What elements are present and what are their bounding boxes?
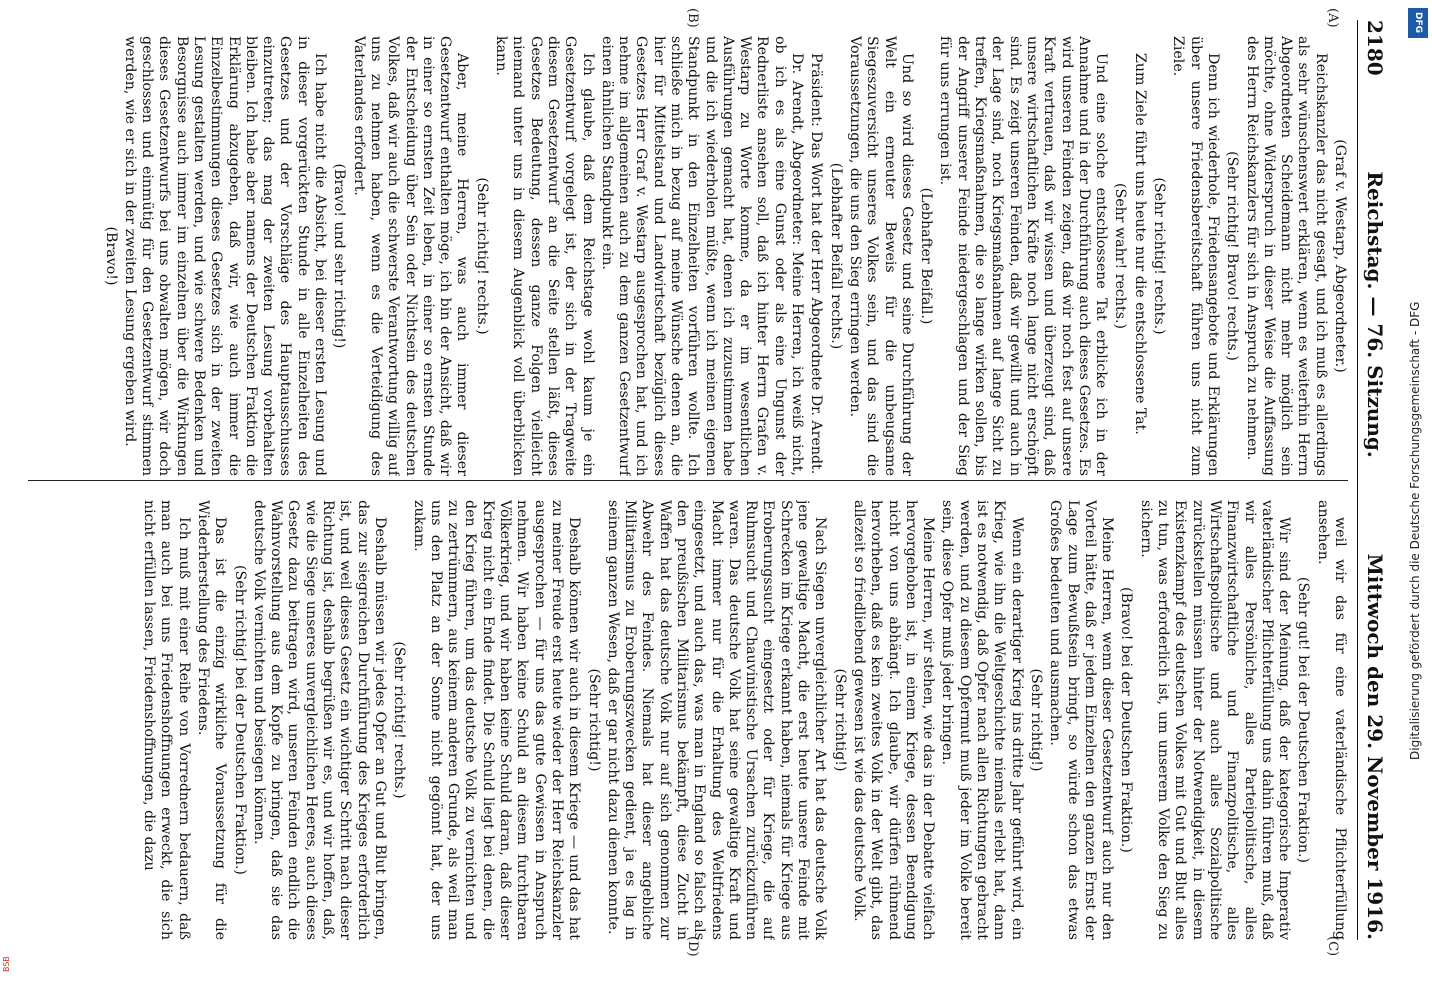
paragraph: Denn ich wiederhole, Friedensangebote und Erklärungen über unsere Friedensbereitschaft führen uns nicht zum Ziele. — [1170, 36, 1221, 476]
paragraph: (Bravo!) — [102, 226, 119, 286]
paragraph: Wir sind der Meinung, daß der kategorische Imperativ vaterländischer Pflichterfüllung uns dahin führen muß, daß wir alles Persönliche, alles Parteipolitische, alles Finanzwirtschaftliche und Finanzpolitische, alles Wirtschaftspolitische und auch alles Sozialpolitische zurückstellen müssen hinter der Notwendigkeit, in diesem Existenzkampf des deutschen Volkes mit Gut und Blut alles zu tun, was erforderlich ist, um unserem Volke den Sieg zu sichern. — [1137, 500, 1293, 940]
paragraph: (Bravo! bei der Deutschen Fraktion.) — [1118, 587, 1135, 853]
digitization-credit-text: Digitalisierung gefördert durch die Deutsche Forschungsgemeinschaft - DFG — [1408, 301, 1422, 760]
paragraph: Präsident: Das Wort hat der Herr Abgeordnete Dr. Arendt. — [808, 53, 825, 475]
paragraph: (Sehr wahr! rechts.) — [1112, 182, 1129, 330]
paragraph: (Bravo! und sehr richtig!) — [331, 163, 348, 349]
paragraph: (Sehr gut! bei der Deutschen Fraktion.) — [1295, 576, 1312, 864]
paragraph: (Sehr richtig! bei der Deutschen Fraktion.) — [231, 565, 248, 875]
margin-mark-a: (A) — [1325, 8, 1340, 28]
page-number: 2180 — [1363, 20, 1387, 76]
paragraph: (Lebhafter Beifall rechts.) — [827, 162, 844, 350]
paragraph: Deshalb können wir auch in diesem Kriege — und das hat zu meiner Freude erst heute wieder der Herr Reichskanzler ausgesprochen — für uns das gute Gewissen in Anspruch nehmen. Wir haben keine Schuld an diesem furchtbaren Völkerkrieg, und wir haben keine Schuld daran, daß dieser Krieg nicht ein Ende findet. Die Schuld liegt bei denen, die den Krieg führen, um das deutsche Volk zu vernichten und zu zertrümmern, aus keinem anderen Grunde, als weil man uns den Platz an der Sonne nicht gegönnt hat, der uns zukam. — [410, 500, 583, 940]
library-mark: BSB — [2, 956, 11, 972]
digitization-credit-strip — [1406, 0, 1432, 1000]
paragraph: Zum Ziele führt uns heute nur die entschlossene Tat. — [1131, 53, 1148, 435]
left-text-column — [18, 36, 1348, 476]
page-header — [1357, 20, 1392, 940]
paragraph: Und eine solche entschlossene Tat erblicke ich in der Annahme und in der Durchführung auch dieses Gesetzes. Es wird unseren Feinden zeigen, daß wir noch fest auf unsere Kraft vertrauen, daß wir wissen und überzeugt sind, daß unsere wirtschaftlichen Kräfte noch lange nicht erschöpft sind. Es zeigt unseren Feinden, daß wir gewillt und auch in der Lage sind, noch Kriegsmaßnahmen auf lange Sicht zu treffen, Kriegsmaßnahmen, die so lange wirken sollen, bis der Angriff unserer Feinde niedergeschlagen und der Sieg für uns errungen ist. — [937, 36, 1110, 476]
paragraph: (Sehr richtig! rechts.) — [1151, 177, 1168, 335]
right-text-column — [18, 500, 1348, 940]
paragraph: (Sehr richtig!) — [585, 668, 602, 772]
paragraph: Meine Herren, wenn dieser Gesetzentwurf auch nur den Vorteil hätte, daß er jedem Einzelnen den ganzen Ernst der Lage zum Bewußtsein bringt, so würde schon das etwas Großes bedeuten und ausmachen. — [1047, 500, 1116, 940]
paragraph: Ich glaube, daß dem Reichstage wohl kaum je ein Gesetzentwurf vorgelegt ist, der sich in der Tragweite diesem Gesetzentwurf an die Seite stellen läßt, dieses Gesetzes Bedeutung, dessen ganze Folgen vielleicht niemand unter uns in diesem Augenblick voll überblicken kann. — [493, 36, 596, 476]
paragraph: Das ist die einzig wirkliche Voraussetzung für die Wiederherstellung des Friedens. — [195, 500, 229, 940]
paragraph: (Graf v. Westarp, Abgeordneter.) — [1332, 139, 1348, 373]
paragraph: Und so wird dieses Gesetz und seine Durchführung der Welt ein erneuter Beweis für die unbeugsame Siegeszuversicht unseres Volkes sein, und das sind die Voraussetzungen, die uns den Sieg erringen werden. — [846, 36, 915, 476]
paragraph: (Sehr richtig! rechts.) — [391, 641, 408, 799]
paragraph: Dr. Arendt, Abgeordneter: Meine Herren, ich weiß nicht, ob ich es als eine Gunst oder als eine Ungunst der Rednerliste ansehen soll, daß ich hinter Herrn Grafen v. Westarp zu Worte komme, da er im wesentlichen Ausführungen gemacht hat, denen ich zuzustimmen habe und die ich wiederholen müßte, wenn ich meinen eigenen Standpunkt in den Einzelheiten vorführen wollte. Ich schließe mich in bezug auf meine Wünsche denen an, die hier für Mittelstand und Landwirtschaft bezüglich dieses Gesetzes Herr Graf v. Westarp ausgesprochen hat, und ich nehme im allgemeinen auch zu dem ganzen Gesetzentwurf einen ähnlichen Standpunkt ein. — [598, 36, 806, 476]
paragraph: Aber, meine Herren, was auch immer dieser Gesetzentwurf enthalten möge, ich bin der Ansicht, daß wir in einer so ernsten Zeit leben, in einer so ernsten Stunde der Entscheidung über Sein oder Nichtsein des deutschen Volkes, daß wir auch die schwerste Verantwortung willig auf uns zu nehmen haben, wenn es die Verteidigung des Vaterlandes erfordert. — [350, 36, 471, 476]
paragraph: Reichskanzler das nicht gesagt, und ich muß es allerdings als sehr wünschenswert erklären, wenn es weiterhin Herrn Abgeordneten Scheidemann nicht mehr möglich sein möchte, ohne Widerspruch in dieser Weise die Auffassung des Herrn Reichskanzlers für sich in Anspruch zu nehmen. — [1243, 36, 1329, 476]
paragraph: Deshalb müssen wir jedes Opfer an Gut und Blut bringen, das zur siegreichen Durchführung des Krieges erforderlich ist, und weil dieses Gesetz ein wichtiger Schritt nach dieser Richtung ist, deshalb begrüßen wir es, und wir hoffen, daß, wie die Siege unseres unvergleichlichen Heeres, auch dieses Gesetz dazu beitragen wird, unseren Feinden endlich die Wahnvorstellung aus dem Kopfe zu bringen, daß sie das deutsche Volk vernichten und besiegen können. — [250, 500, 388, 940]
session-title: Reichstag. — 76. Sitzung. — [1363, 171, 1387, 458]
paragraph: (Sehr richtig! rechts.) — [473, 177, 490, 335]
session-date: Mittwoch den 29. November 1916. — [1363, 553, 1387, 940]
paragraph: (Sehr richtig!) — [1027, 668, 1044, 772]
paragraph: Ich habe nicht die Absicht, bei dieser ersten Lesung und in dieser vorgerückten Stunde in alle Einzelheiten des Gesetzes und der Vorschläge des Hauptausschusses einzutreten; das mag der zweiten Lesung vorbehalten bleiben. Ich habe aber namens der Deutschen Fraktion die Erklärung abzugeben, daß wir, wie auch immer die Einzelbestimmungen dieses Gesetzes sich in der zweiten Lesung gestalten werden, und wie schwere Bedenken und Besorgnisse auch immer im einzelnen über die Wirkungen dieses Gesetzentwurfs bei uns obwalten mögen, wir doch geschlossen und einmütig für den Gesetzentwurf stimmen werden, wie er sich in der zweiten Lesung ergeben wird. — [121, 36, 329, 476]
margin-mark-d: (D) — [685, 936, 700, 957]
margin-mark-c: (C) — [1325, 936, 1340, 957]
paragraph: weil wir das für eine vaterländische Pflichterfüllung ansehen. — [1314, 500, 1348, 940]
paragraph: (Sehr richtig!) — [831, 668, 848, 772]
paragraph: Wenn ein derartiger Krieg ins dritte Jahr geführt wird, ein Krieg, wie ihn die Weltgeschichte niemals erlebt hat, dann ist es notwendig, daß Opfer nach allen Richtungen gebracht werden, und zu diesem Opfermut muß jeder im Volke bereit sein, diese Opfer muß jeder bringen. — [939, 500, 1025, 940]
dfg-logo: DFG — [1408, 8, 1428, 38]
paragraph: Meine Herren, wir stehen, wie das in der Debatte vielfach hervorgehoben ist, in einem Kriege, dessen Beendigung nicht von uns abhängt. Ich glaube, wir dürfen rühmend hervorheben, daß es kein zweites Volk in der Welt gibt, das allezeit so friedliebend gewesen ist wie das deutsche Volk. — [850, 500, 937, 940]
column-divider — [28, 480, 1348, 481]
paragraph: Nach Siegen unvergleichlicher Art hat das deutsche Volk jene gewaltige Macht, die erst heute unsere Feinde mit Schrecken im Kriege erkannt haben, niemals für Kriege aus Eroberungssucht eingesetzt oder für Kriege, die auf Ruhmsucht und Chauvinistische Ursachen zurückzuführen waren. Das deutsche Volk hat seine gewaltige Kraft und Macht immer nur für die Erhaltung des Weltfriedens eingesetzt, und auch das, was man in England so falsch als den preußischen Militarismus bekämpft, diese Zucht in Waffen hat das deutsche Volk nur auf sich genommen zur Abwehr des Feindes. Niemals hat dieser angebliche Militarismus zu Eroberungszwecken gedient, ja es lag in seinem ganzen Wesen, daß er gar nicht dazu dienen konnte. — [604, 500, 829, 940]
paragraph: (Sehr richtig! Bravo! rechts.) — [1224, 151, 1241, 361]
paragraph: (Lebhafter Beifall.) — [918, 187, 935, 325]
margin-mark-b: (B) — [685, 8, 700, 28]
paragraph: Ich muß mit einer Reihe von Vorrednern bedauern, daß man auch bei uns Friedenshoffnungen erweckt, die sich nicht erfüllen lassen, Friedenshoffnungen, die dazu — [141, 500, 192, 940]
